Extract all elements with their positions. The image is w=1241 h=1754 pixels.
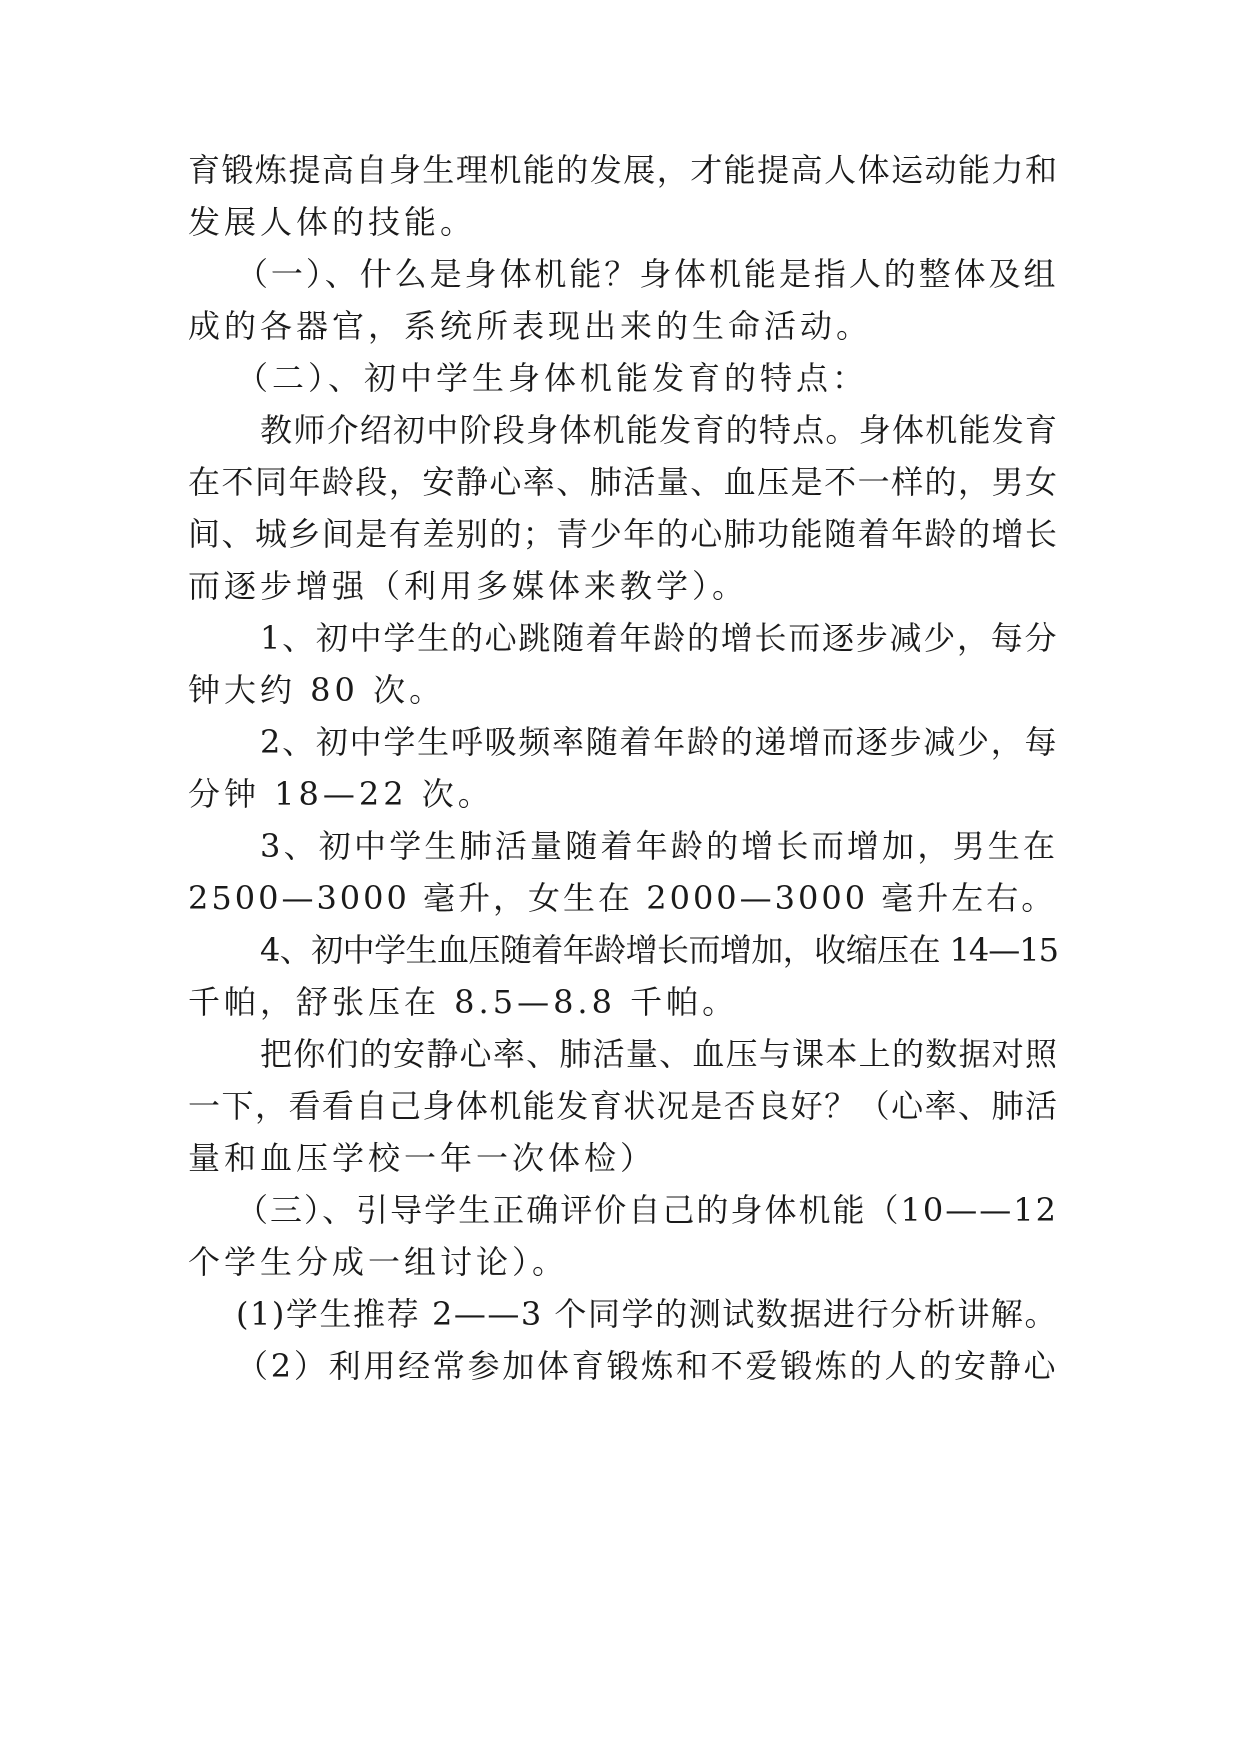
text-line-6: 教师介绍初中阶段身体机能发育的特点。身体机能发育 [260, 411, 1058, 449]
text-line-12: 2、初中学生呼吸频率随着年龄的递增而逐步减少，每 [260, 723, 1058, 761]
text-line-21: （三）、引导学生正确评价自己的身体机能（10——12 [236, 1191, 1058, 1229]
text-line-16: 4、初中学生血压随着年龄增长而增加，收缩压在 14—15 [260, 931, 1058, 969]
text-line-3: （一）、什么是身体机能？身体机能是指人的整体及组 [236, 255, 1058, 293]
text-line-24: （2）利用经常参加体育锻炼和不爱锻炼的人的安静心 [236, 1347, 1058, 1385]
text-line-18: 把你们的安静心率、肺活量、血压与课本上的数据对照 [260, 1035, 1058, 1073]
text-line-14: 3、初中学生肺活量随着年龄的增长而增加，男生在 [260, 827, 1058, 865]
text-line-9: 而逐步增强（利用多媒体来教学）。 [188, 567, 749, 605]
text-line-20: 量和血压学校一年一次体检） [188, 1139, 657, 1177]
text-line-2: 发展人体的技能。 [188, 203, 477, 241]
text-line-11: 钟大约 80 次。 [188, 671, 446, 709]
text-line-10: 1、初中学生的心跳随着年龄的增长而逐步减少，每分 [260, 619, 1058, 657]
text-line-8: 间、城乡间是有差别的；青少年的心肺功能随着年龄的增长 [188, 515, 1058, 553]
text-line-17: 千帕，舒张压在 8.5—8.8 千帕。 [188, 983, 739, 1021]
text-line-23: (1)学生推荐 2——3 个同学的测试数据进行分析讲解。 [236, 1295, 1058, 1333]
text-line-15: 2500—3000 毫升，女生在 2000—3000 毫升左右。 [188, 879, 1057, 917]
text-line-19: 一下，看看自己身体机能发育状况是否良好？（心率、肺活 [188, 1087, 1058, 1125]
text-line-5: （二）、初中学生身体机能发育的特点： [236, 359, 869, 397]
text-line-22: 个学生分成一组讨论）。 [188, 1243, 569, 1281]
text-line-4: 成的各器官，系统所表现出来的生命活动。 [188, 307, 873, 345]
text-line-13: 分钟 18—22 次。 [188, 775, 494, 813]
text-line-7: 在不同年龄段，安静心率、肺活量、血压是不一样的，男女 [188, 463, 1058, 501]
text-line-1: 育锻炼提高自身生理机能的发展，才能提高人体运动能力和 [188, 151, 1058, 189]
